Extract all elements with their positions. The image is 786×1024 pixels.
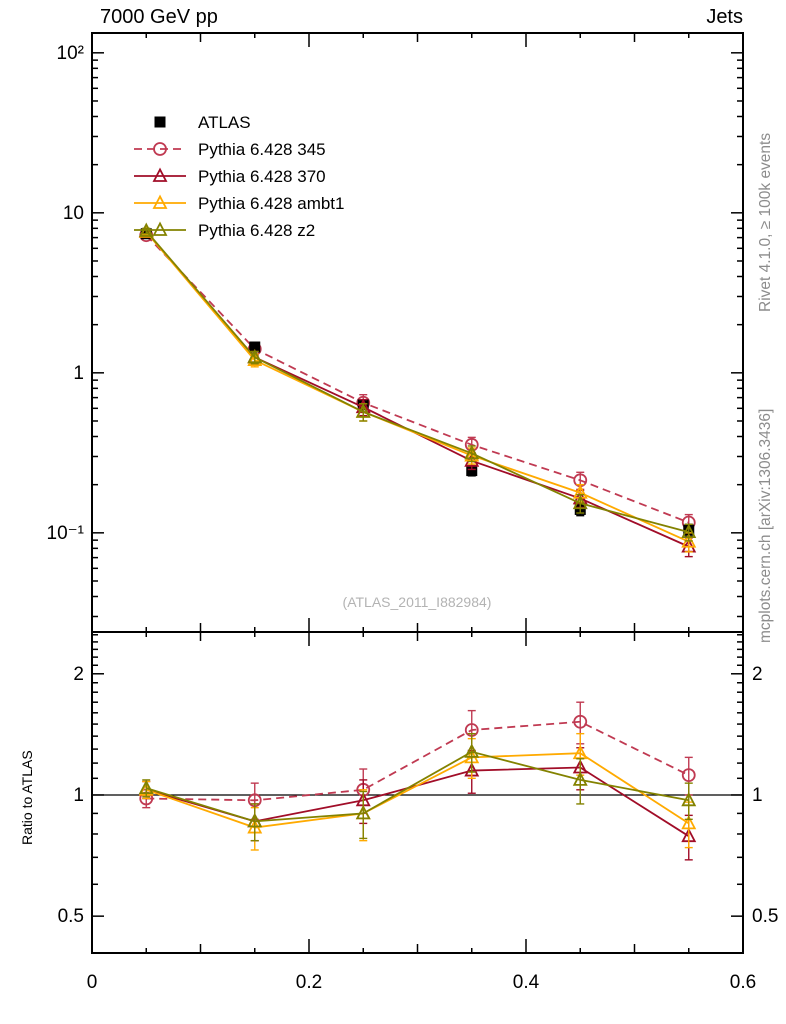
series-line [146, 768, 689, 837]
legend-item-pythia-345 [134, 140, 326, 159]
ratio-series-pythia-370 [140, 748, 695, 860]
series-pythia-ambt1 [140, 225, 695, 552]
legend-item-pythia-ambt1 [134, 194, 344, 213]
data-point [155, 117, 166, 128]
ratio-y-tick-label: 2 [73, 663, 84, 685]
series-pythia-345 [140, 229, 695, 531]
ratio-y-tick-label-right: 2 [752, 663, 763, 685]
plot-title-right: Jets [706, 6, 743, 28]
legend-label: Pythia 6.428 ambt1 [198, 194, 345, 213]
series-line [146, 235, 689, 522]
x-tick-label: 0 [86, 972, 98, 993]
legend [134, 113, 344, 240]
mcplots-arxiv-note: mcplots.cern.ch [arXiv:1306.3436] [757, 408, 774, 643]
x-tick-label: 0.2 [295, 972, 323, 993]
legend-item-atlas [155, 113, 251, 132]
axis-ticks [92, 33, 743, 953]
x-tick-label: 0.6 [729, 972, 757, 993]
analysis-id-watermark: (ATLAS_2011_I882984) [342, 594, 492, 610]
series-line [146, 232, 689, 542]
chart-graphics [47, 33, 779, 993]
ratio-y-tick-label-right: 0.5 [752, 906, 779, 928]
series-line [146, 231, 689, 532]
series-line [146, 232, 689, 547]
y-tick-label: 1 [73, 362, 84, 384]
ratio-y-tick-label: 1 [73, 784, 84, 806]
series-line [146, 753, 689, 827]
legend-label: Pythia 6.428 z2 [198, 221, 316, 240]
plot-title-left: 7000 GeV pp [100, 6, 218, 28]
series-atlas [141, 228, 695, 536]
ratio-series-pythia-345 [140, 702, 695, 819]
y-tick-label: 10² [56, 42, 84, 64]
legend-label: ATLAS [198, 113, 251, 132]
main-panel-frame [92, 33, 743, 632]
y-tick-label: 10⁻¹ [46, 522, 84, 544]
series-line [146, 752, 689, 822]
rivet-version-note: Rivet 4.1.0, ≥ 100k events [757, 132, 774, 312]
legend-label: Pythia 6.428 370 [198, 167, 326, 186]
ratio-series-pythia-ambt1 [140, 734, 695, 850]
ratio-y-tick-label-right: 1 [752, 784, 763, 806]
ratio-axis-label: Ratio to ATLAS [19, 750, 35, 845]
series-pythia-z2 [140, 224, 695, 540]
y-tick-label: 10 [62, 202, 84, 224]
series-line [146, 722, 689, 801]
x-tick-label: 0.4 [512, 972, 540, 993]
ratio-y-tick-label: 0.5 [57, 906, 84, 928]
legend-item-pythia-370 [134, 167, 326, 186]
legend-item-pythia-z2 [134, 221, 315, 240]
legend-label: Pythia 6.428 345 [198, 140, 326, 159]
